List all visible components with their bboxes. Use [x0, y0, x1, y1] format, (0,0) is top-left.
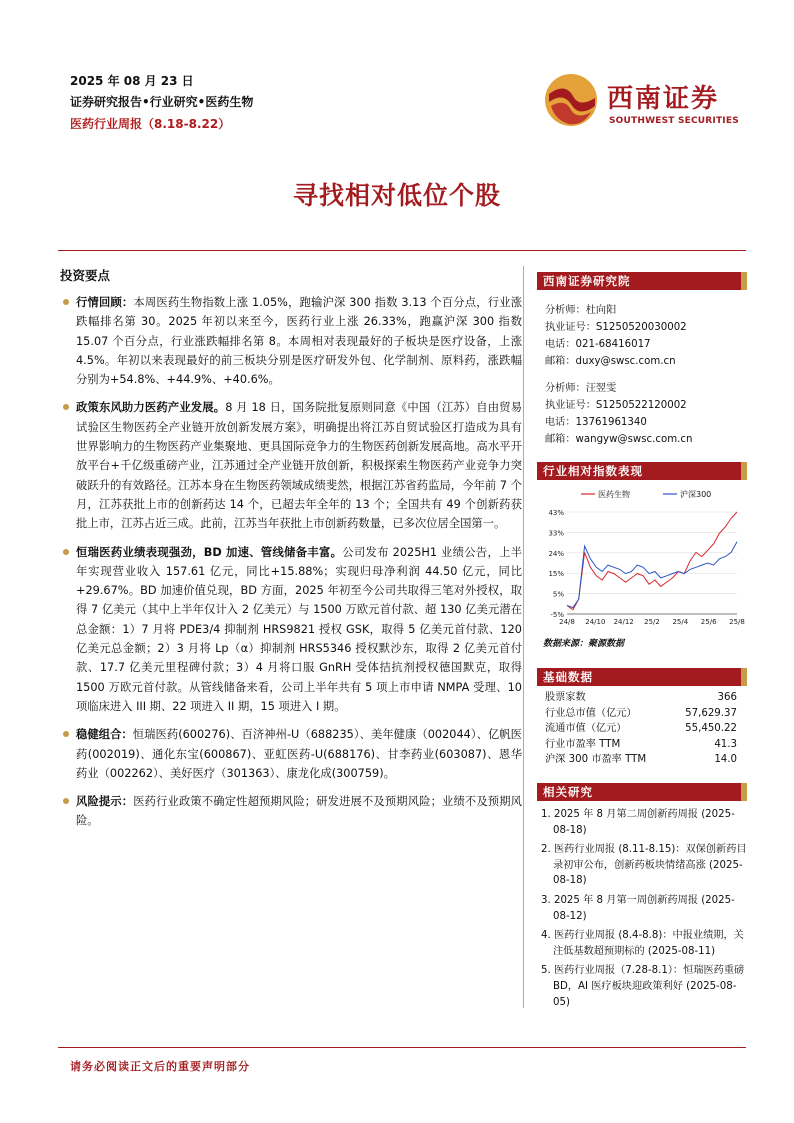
title-divider	[58, 250, 746, 251]
chart-xtick-label: 24/8	[559, 618, 575, 626]
analyst-panel	[537, 272, 747, 448]
summary-bullet	[60, 293, 522, 389]
chart-ytick-label: 43%	[548, 509, 564, 517]
chart-ytick-label: 33%	[548, 529, 564, 538]
column-divider	[523, 266, 524, 1008]
report-subtitle: 医药行业周报（8.18-8.22）	[70, 117, 231, 131]
bullet-text: 医药行业政策不确定性超预期风险；研发进展不及预期风险；业绩不及预期风险。	[76, 795, 522, 828]
performance-panel	[537, 462, 747, 649]
basic-row	[537, 721, 747, 737]
analyst-mail[interactable]: 邮箱：wangyw@swsc.com.cn	[545, 434, 693, 445]
logo-emblem-icon	[543, 72, 599, 128]
logo-text-en: SOUTHWEST SECURITIES	[609, 116, 739, 126]
report-date: 2025 年 08 月 23 日	[70, 74, 194, 88]
related-item[interactable]: 3. 2025 年 8 月第一周创新药周报 (2025-08-12)	[541, 894, 735, 922]
bullet-lead: 稳健组合：	[76, 728, 133, 742]
bullet-dot-icon	[63, 404, 69, 410]
logo-text-cn: 西南证券	[607, 84, 720, 114]
report-category: 证券研究报告•行业研究•医药生物	[70, 95, 254, 109]
bullet-text: 8 月 18 日，国务院批复原则同意《中国（江苏）自由贸易试验区生物医药全产业链开放创新发展方案》，明确提出将江苏自贸试验区打造成为具有世界影响力的生物医药产业集聚地、更具国际竞争力的生物医药创新发展高地。高水平开放平台+千亿级重磅产业，江苏通过全产业链开放创新，积极探索生物医药产业竞争力突破跃升的有效路径。江苏本身在生物医药领域成绩斐然，根据江苏省药监局，今年前 7 个月，江苏获批上市的创新药达 14 个，已超去年全年的 13 个；全国共有 49 个创新药获批上市，江苏占近三成。此前，江苏当年获批上市创新药数量，已多次位居全国第一。	[76, 401, 522, 531]
analyst-heading: 西南证券研究院	[537, 272, 747, 290]
analyst-name: 分析师：汪翌雯	[545, 383, 617, 394]
basic-row	[537, 706, 747, 722]
basic-row	[537, 752, 747, 768]
analyst-mail[interactable]: 邮箱：duxy@swsc.com.cn	[545, 356, 676, 367]
bullet-text: 恒瑞医药(600276)、百济神州-U（688235）、美年健康（002044）、亿帆医药(002019)、通化东宝(600867)、亚虹医药-U(688176)、甘李药业(603087)、恩华药业（002262）、美好医疗（301363）、康龙化成(300759)。	[76, 728, 522, 780]
basic-key: 股票家数	[545, 692, 586, 703]
bullet-text: 本周医药生物指数上涨 1.05%，跑输沪深 300 指数 3.13 个百分点，行业涨跌幅排名第 30。2025 年初以来至今，医药行业上涨 26.33%，跑赢沪深 300 指数 15.07 个百分点，行业涨跌幅排名第 8。本周相对表现最好的子板块是医疗设备，上涨 4.5%。年初以来表现最好的前三板块分别是医疗研发外包、化学制剂、原料药，涨跌幅分别为+54.8%、+44.9%、+40.6%。	[76, 296, 522, 387]
summary-bullet	[60, 543, 522, 717]
bullet-text: 公司发布 2025H1 业绩公告，上半年实现营业收入 157.61 亿元，同比+15.88%；实现归母净利润 44.50 亿元，同比+29.67%。BD 加速价值兑现，BD 方面，2025 年初至今公司共取得三笔对外授权，取得 7 亿美元（其中上半年仅计入 2 亿美元）与 1500 万欧元首付款、超 130 亿美元潜在总金额：1）7 月将 PDE3/4 抑制剂 HRS9821 授权 GSK，取得 5 亿美元首付款、120 亿美元总金额；2）3 月将 Lp（α）抑制剂 HRS5346 授权默沙东，取得 2 亿美元首付款、17.7 亿美元里程碑付款；3）4 月将口服 GnRH 受体拮抗剂授权德国默克，取得 1500 万欧元首付款。从管线储备来看，公司上半年共有 5 项上市申请 NMPA 受理、10 项临床进入 III 期、22 项进入 II 期，15 项进入 I 期。	[76, 545, 522, 713]
related-heading: 相关研究	[537, 783, 747, 801]
performance-chart	[537, 486, 747, 636]
summary-bullet	[60, 792, 522, 831]
analyst-tel: 电话：021-68416017	[545, 339, 651, 350]
chart-xtick-label: 24/12	[613, 618, 634, 626]
chart-series-line	[567, 542, 737, 608]
chart-ytick-label: 24%	[548, 549, 564, 558]
performance-heading: 行业相对指数表现	[537, 462, 747, 480]
chart-ytick-label: -5%	[550, 611, 564, 619]
basic-value: 41.3	[714, 738, 737, 750]
chart-xtick-label: 25/6	[700, 618, 717, 626]
basic-row	[537, 737, 747, 753]
basic-row	[537, 690, 747, 706]
summary-heading: 投资要点	[60, 268, 111, 283]
basic-value: 366	[717, 692, 737, 703]
bullet-dot-icon	[63, 798, 69, 804]
basic-heading: 基础数据	[537, 668, 747, 686]
summary-bullet	[60, 398, 522, 533]
basic-value: 55,450.22	[685, 723, 737, 735]
related-item[interactable]: 1. 2025 年 8 月第二周创新药周报 (2025-08-18)	[541, 809, 735, 836]
basic-key: 行业总市值（亿元）	[545, 707, 637, 719]
analyst-name: 分析师：杜向阳	[545, 305, 617, 316]
basic-data-panel	[537, 668, 747, 768]
bullet-lead: 政策东风助力医药产业发展。	[76, 401, 226, 415]
related-item[interactable]: 2. 医药行业周报 (8.11-8.15)：双保创新药目录初审公布，创新药板块情绪高涨 (2025-08-18)	[541, 844, 747, 887]
chart-ytick-label: 15%	[548, 570, 564, 579]
bullet-lead: 行情回顾：	[76, 296, 134, 309]
chart-legend-label: 医药生物	[598, 490, 630, 499]
page-title: 寻找相对低位个股	[292, 181, 501, 210]
bullet-dot-icon	[63, 299, 69, 305]
related-item[interactable]: 4. 医药行业周报 (8.4-8.8)：中报业绩期，关注低基数超预期标的 (2025-08-11)	[541, 930, 744, 957]
footer-divider	[58, 1047, 746, 1048]
summary-column	[60, 266, 522, 840]
chart-xtick-label: 25/4	[672, 618, 689, 626]
chart-source: 数据来源：聚源数据	[543, 639, 625, 649]
footer-disclaimer: 请务必阅读正文后的重要声明部分	[70, 1060, 250, 1073]
related-item[interactable]: 5. 医药行业周报（7.28-8.1）：恒瑞医药重磅 BD，AI 医疗板块迎政策利好 (2025-08-05)	[541, 965, 745, 1008]
chart-xtick-label: 25/2	[644, 618, 660, 626]
analyst-cert: 执业证号：S1250520030002	[545, 322, 687, 333]
chart-xtick-label: 24/10	[585, 618, 606, 626]
analyst-cert: 执业证号：S1250522120002	[545, 400, 687, 411]
basic-value: 14.0	[714, 754, 737, 766]
related-panel	[537, 783, 747, 1014]
basic-key: 行业市盈率 TTM	[545, 738, 621, 750]
chart-ytick-label: 5%	[552, 590, 564, 599]
bullet-lead: 风险提示：	[76, 795, 134, 809]
chart-legend-label: 沪深300	[680, 490, 712, 499]
bullet-dot-icon	[63, 731, 69, 737]
company-logo	[543, 70, 743, 132]
basic-key: 流通市值（亿元）	[545, 723, 627, 735]
bullet-dot-icon	[63, 549, 69, 555]
analyst-tel: 电话：13761961340	[545, 417, 647, 428]
chart-xtick-label: 25/8	[729, 618, 745, 626]
basic-key: 沪深 300 市盈率 TTM	[545, 754, 647, 766]
bullet-lead: 恒瑞医药业绩表现强劲，BD 加速、管线储备丰富。	[76, 545, 343, 559]
summary-bullet	[60, 725, 522, 783]
basic-value: 57,629.37	[685, 707, 737, 719]
chart-series-line	[567, 512, 737, 610]
